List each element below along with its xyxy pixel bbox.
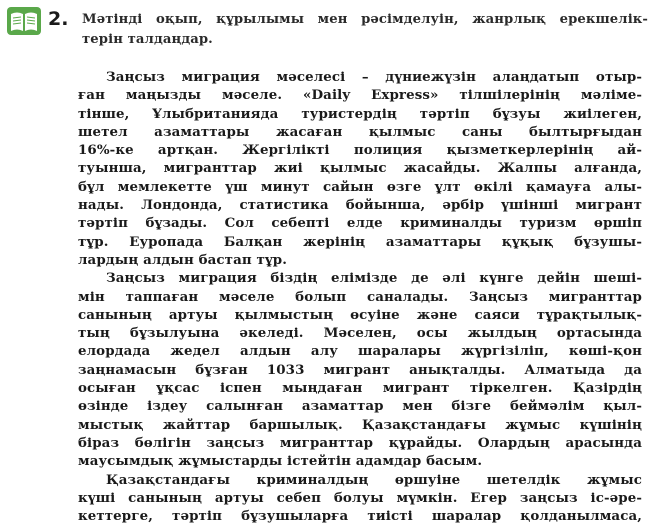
text-line: өзінде іздеу салынған азаматтар мен бізге беймәлім қыл-	[78, 398, 642, 415]
text-line: осыған ұқсас іспен мыңдаған мигрант тіркелген. Қазірдің	[78, 380, 642, 397]
text-line: мін таппаған мәселе болып саналады. Заңсыз мигранттар	[78, 288, 642, 305]
text-line: маусымдық жұмыстарды істейтін адамдар басым.	[78, 453, 483, 470]
text-line: біраз бөлігін заңсыз мигранттар құрайды. Олардың арасында	[78, 434, 642, 451]
text-line: күші санының артуы себеп болуы мүмкін. Егер заңсыз іс-әре-	[78, 489, 642, 506]
text-line: 16%-ке артқан. Жергілікті полиция қызметкерлерінің ай-	[78, 142, 642, 159]
text-line: заңнамасын бұзған 1033 мигрант анықталды. Алматыда да	[78, 361, 642, 378]
text-line: тұр. Еуропада Балқан жерінің азаматтары құқық бұзушы-	[78, 233, 642, 250]
book-icon	[6, 6, 42, 36]
text-line: бұл мемлекетте үш минут сайын өзге ұлт өкілі қамауға алы-	[78, 178, 642, 195]
text-line: ған маңызды мәселе. «Daily Express» тілшілерінің мәліме-	[78, 87, 642, 104]
text-line: тың бұзылуына әкеледі. Мәселен, осы жылдың ортасында	[78, 325, 642, 342]
text-line: Қазақстандағы криминалдың өршуіне шетелдік жұмыс	[106, 471, 642, 488]
text-line: лардың алдын бастап тұр.	[78, 251, 288, 268]
task-number: 2.	[48, 8, 69, 30]
text-line: нады. Лондонда, статистика бойынша, әрбір үшінші мигрант	[78, 197, 642, 214]
text-line: елордада жедел алдын алу шаралары жүргізіліп, көші-қон	[78, 343, 642, 360]
task-header	[6, 4, 650, 54]
text-line: тәртіп бұзады. Сол себепті елде криминалды туризм өршіп	[78, 215, 642, 232]
task-line: Мәтінді оқып, құрылымы мен рәсімделуін, жанрлық ерекшелік-	[82, 12, 648, 27]
text-line: Заңсыз миграция біздің елімізде де әлі күнге дейін шеші-	[106, 270, 642, 287]
text-line: тінше, Ұлыбританияда туристердің тәртіп бұзуы жиілеген,	[78, 105, 642, 122]
article-text	[78, 68, 642, 525]
text-line: мыстық жайттар баршылық. Қазақстандағы жұмыс күшінің	[78, 416, 642, 433]
task-instruction	[82, 10, 648, 50]
text-line: шетел азаматтары жасаған қылмыс саны былтырғыдан	[78, 123, 642, 140]
text-line: Заңсыз миграция мәселесі – дүниежүзін алаңдатып отыр-	[106, 69, 642, 85]
text-line: туынша, мигранттар жиі қылмыс жасайды. Жалпы алғанда,	[78, 160, 642, 177]
task-line: терін талдаңдар.	[82, 32, 213, 47]
text-line: санының артуы қылмыстың өсуіне және саяси тұрақтылық-	[78, 306, 642, 323]
text-line: кеттерге, тәртіп бұзушыларға тиісті шаралар қолданылмаса,	[78, 508, 642, 525]
